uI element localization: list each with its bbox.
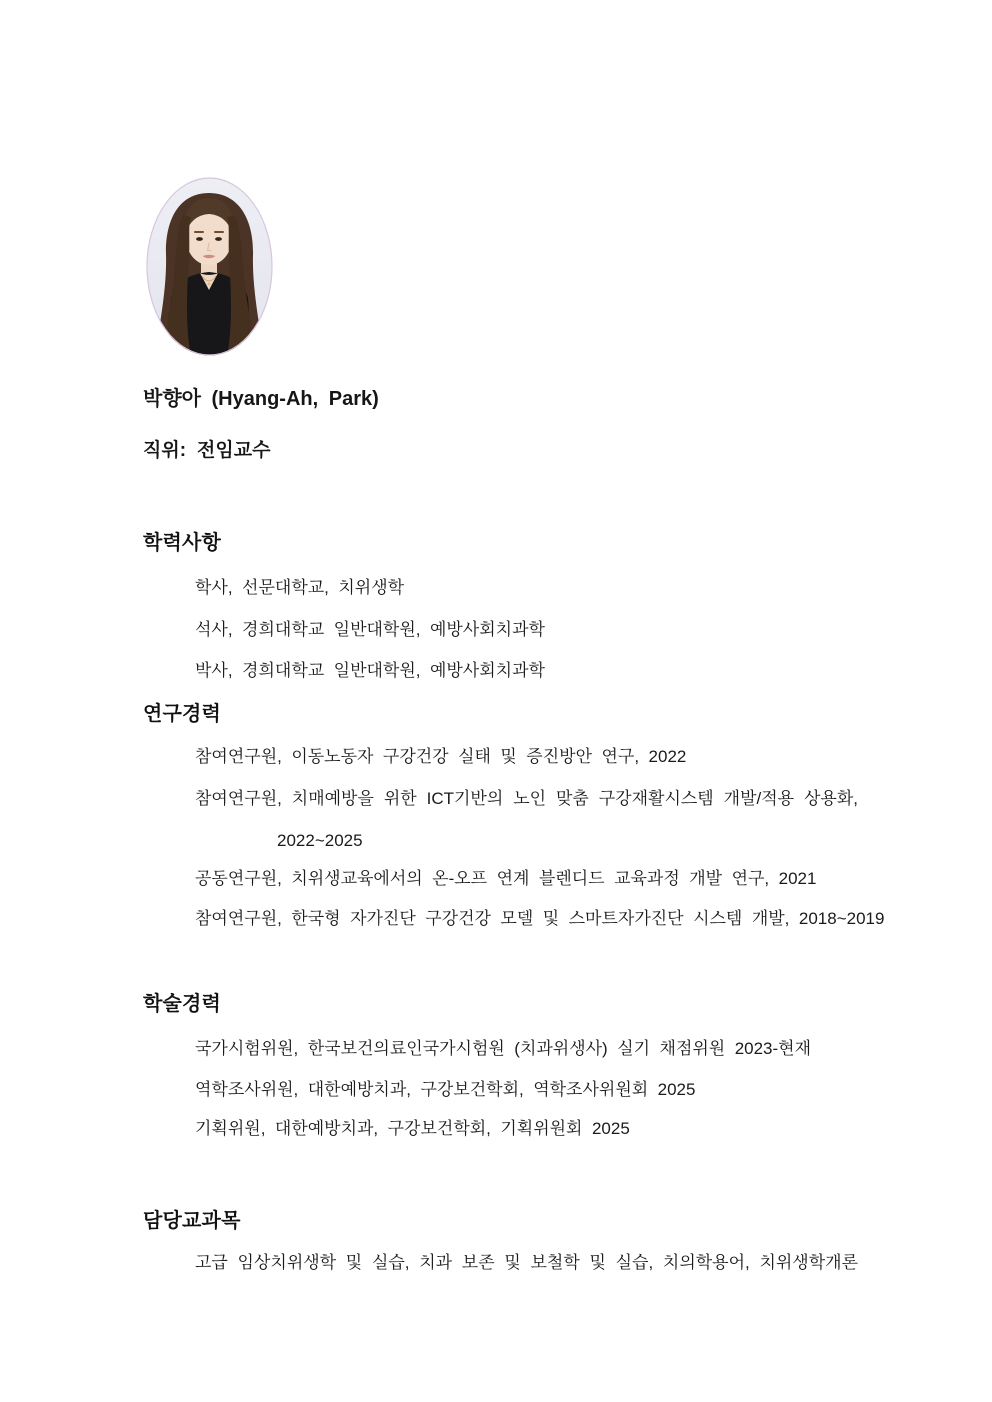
section-title-education: 학력사항 [143, 532, 222, 554]
academic-item: 역학조사위원, 대한예방치과, 구강보건학회, 역학조사위원회 2025 [195, 1080, 696, 1099]
research-item: 참여연구원, 한국형 자가진단 구강건강 모델 및 스마트자가진단 시스템 개발, 2018~2019 [195, 909, 885, 928]
academic-item: 기획위원, 대한예방치과, 구강보건학회, 기획위원회 2025 [195, 1119, 630, 1138]
research-item-continuation: 2022~2025 [277, 831, 363, 850]
education-item: 박사, 경희대학교 일반대학원, 예방사회치과학 [195, 661, 545, 680]
education-item: 석사, 경희대학교 일반대학원, 예방사회치과학 [195, 620, 545, 639]
profile-photo [146, 177, 273, 356]
academic-item: 국가시험위원, 한국보건의료인국가시험원 (치과위생사) 실기 채점위원 2023-현재 [195, 1039, 812, 1058]
education-item: 학사, 선문대학교, 치위생학 [195, 578, 405, 597]
section-title-research: 연구경력 [143, 703, 222, 725]
section-title-academic: 학술경력 [143, 993, 222, 1015]
section-title-courses: 담당교과목 [143, 1210, 241, 1232]
profile-position: 직위: 전임교수 [143, 440, 271, 461]
portrait-illustration [146, 177, 273, 356]
profile-name: 박향아 (Hyang-Ah, Park) [143, 388, 379, 410]
research-item: 참여연구원, 이동노동자 구강건강 실태 및 증진방안 연구, 2022 [195, 747, 687, 766]
research-item: 참여연구원, 치매예방을 위한 ICT기반의 노인 맞춤 구강재활시스템 개발/적용 상용화, [195, 789, 858, 808]
research-item: 공동연구원, 치위생교육에서의 온-오프 연계 블렌디드 교육과정 개발 연구, 2021 [195, 869, 817, 888]
course-item: 고급 임상치위생학 및 실습, 치과 보존 및 보철학 및 실습, 치의학용어, 치위생학개론 [195, 1253, 858, 1272]
